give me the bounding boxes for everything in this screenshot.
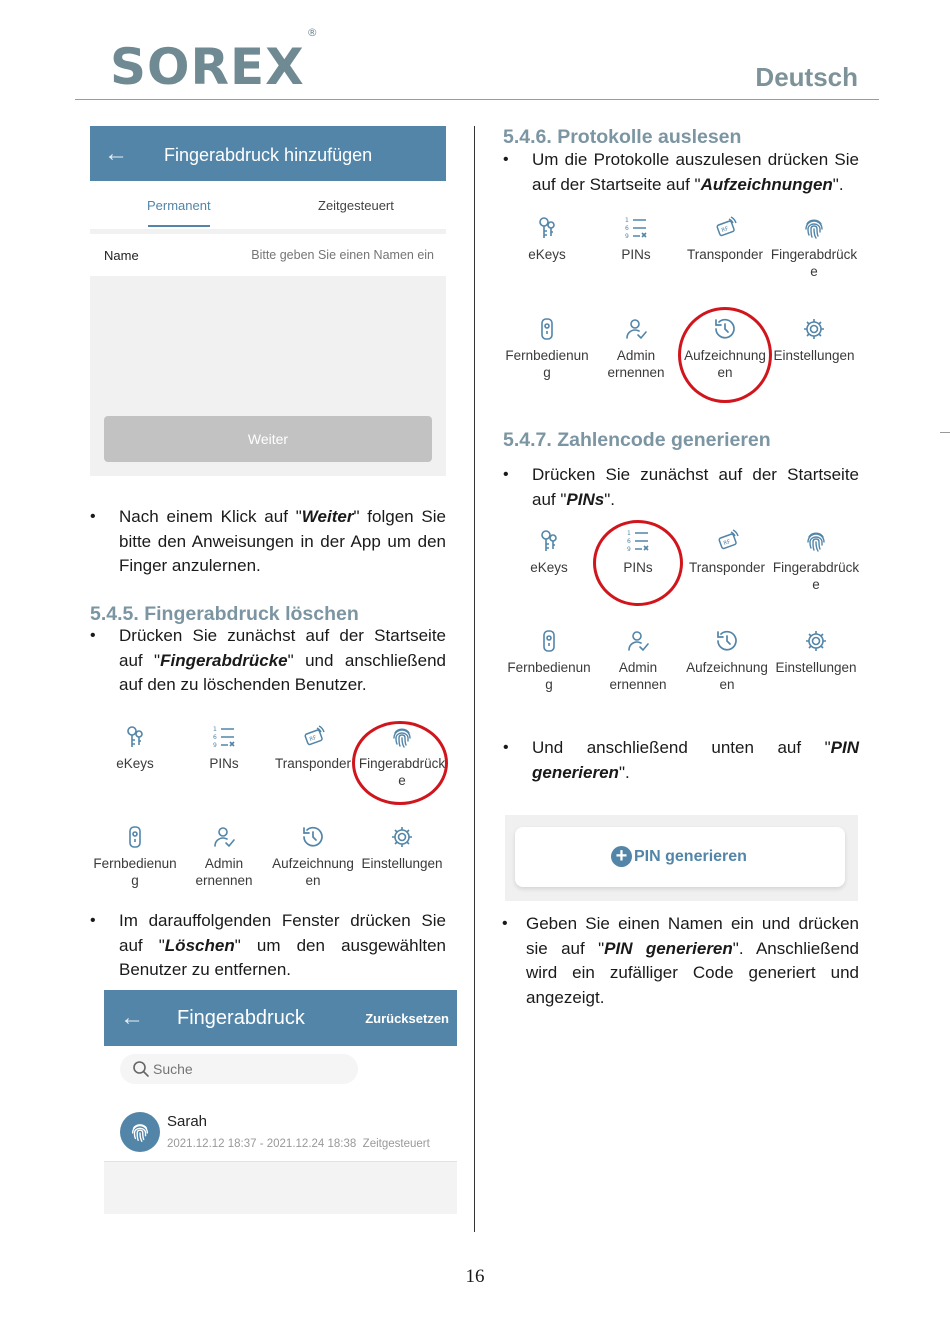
home-tile-admin[interactable]: Admin ernennen [591,316,681,381]
column-divider [474,126,475,1232]
search-box[interactable] [120,1054,358,1084]
home-tile-pins[interactable]: PINs [179,724,269,773]
search-input[interactable] [153,1059,343,1079]
app-bar [104,990,457,1046]
bullet-dot: • [502,915,508,932]
home-tile-fingerprints[interactable]: Fingerabdrück e [771,528,861,593]
bullet-delete-step2: • Im darauffolgenden Fenster drücken Sie auf "Löschen" um den ausgewählten Benutzer zu entfernen. [90,911,446,979]
generate-pin-label: PIN generieren [634,848,747,865]
remote-icon [534,316,560,342]
plus-circle-icon: + [611,846,632,867]
transponder-icon [300,724,326,750]
home-tile-remote[interactable]: Fernbedienun g [502,316,592,381]
user-period: 2021.12.12 18:37 - 2021.12.24 18:38 [167,1138,357,1150]
admin-icon [625,628,651,654]
add-fingerprint-screenshot [90,126,446,476]
sorex-logo: SOREX® [110,26,319,96]
settings-icon [801,316,827,342]
active-tab-indicator [148,225,210,227]
bullet-dot: • [503,739,509,756]
screen-title: Fingerabdruck hinzufügen [164,145,373,165]
page-number: 16 [465,1266,485,1287]
list-item[interactable] [104,1100,457,1162]
home-tile-pins[interactable]: PINs [591,215,681,264]
home-grid-left [90,724,448,904]
home-tile-admin[interactable]: Admin ernennen [179,824,269,889]
tab-bar [90,181,446,229]
home-tile-fingerprints[interactable]: Fingerabdrück e [769,215,859,280]
history-icon [714,628,740,654]
home-tile-transponder[interactable]: Transponder [680,215,770,264]
highlight-ring [678,307,772,403]
reset-button[interactable]: Zurücksetzen [365,1011,449,1026]
screen-title: Fingerabdruck [177,1007,305,1029]
home-tile-admin[interactable]: Admin ernennen [593,628,683,693]
heading-fingerprint-delete: 5.4.5. Fingerabdruck löschen [90,603,359,625]
heading-read-logs: 5.4.6. Protokolle auslesen [503,126,742,148]
user-name: Sarah [167,1113,208,1130]
fingerprint-icon [128,1120,152,1144]
home-tile-records[interactable]: Aufzeichnung en [682,628,772,693]
transponder-icon [712,215,738,241]
settings-icon [803,628,829,654]
transponder-icon [714,528,740,554]
bullet-dot: • [503,466,509,483]
home-tile-fingerprints[interactable]: Fingerabdrück e [357,724,447,789]
fingerprint-list-screenshot [104,990,457,1214]
tab-permanent[interactable]: Permanent [147,198,211,213]
bullet-dot: • [503,151,509,168]
home-tile-records[interactable]: Aufzeichnung en [680,316,770,381]
heading-generate-pin: 5.4.7. Zahlencode generieren [503,429,771,451]
remote-icon [122,824,148,850]
next-button[interactable]: Weiter [104,416,432,462]
settings-icon [389,824,415,850]
home-tile-ekeys[interactable]: eKeys [504,528,594,577]
fingerprint-icon [803,528,829,554]
bullet-next-instructions: • Nach einem Klick auf "Weiter" folgen Sie bitte den Anweisungen in der App um den Finger anzulernen. [90,507,446,575]
home-tile-records[interactable]: Aufzeichnung en [268,824,358,889]
avatar [120,1112,160,1152]
bullet-dot: • [90,912,96,929]
highlight-ring [352,721,448,805]
back-arrow-icon[interactable]: ← [104,140,128,167]
bullet-delete-step1: • Drücken Sie zunächst auf der Startseite auf "Fingerabdrücke" und anschließend auf den zu löschenden Benutzer. [90,626,447,694]
home-tile-transponder[interactable]: Transponder [682,528,772,577]
edge-mark [940,432,950,433]
user-type: Zeitgesteuert [362,1138,430,1150]
home-grid-pins [504,528,862,708]
pins-icon [623,215,649,241]
admin-icon [623,316,649,342]
home-tile-pins[interactable]: PINs [593,528,683,577]
bullet-dot: • [90,508,96,525]
generate-pin-button[interactable] [515,827,845,887]
bullet-pin-step3: • Geben Sie einen Namen ein und drücken sie auf "PIN generieren". Anschließend wird ein zufälliger Code generiert und angezeigt. [502,914,859,1007]
ekeys-icon [534,215,560,241]
remote-icon [536,628,562,654]
admin-icon [211,824,237,850]
language-label: Deutsch [755,62,858,92]
search-icon [132,1060,150,1078]
home-tile-ekeys[interactable]: eKeys [502,215,592,264]
bullet-pin-step1: • Drücken Sie zunächst auf der Startseite auf "PINs". [503,465,859,509]
home-tile-remote[interactable]: Fernbedienun g [90,824,180,889]
name-input[interactable] [230,244,434,266]
home-tile-settings[interactable]: Einstellungen [357,824,447,873]
user-meta [167,1138,430,1150]
ekeys-icon [536,528,562,554]
highlight-ring [593,520,683,606]
bullet-read-logs: • Um die Protokolle auszulesen drücken Sie auf der Startseite auf "Aufzeichnungen". [503,150,859,194]
home-grid-logs [502,215,860,395]
home-tile-ekeys[interactable]: eKeys [90,724,180,773]
name-label: Name [104,248,139,263]
home-tile-remote[interactable]: Fernbedienun g [504,628,594,693]
bullet-pin-step2: • Und anschließend unten auf "PIN generieren". [503,738,859,782]
bullet-dot: • [90,627,96,644]
fingerprint-icon [801,215,827,241]
app-bar [90,126,446,181]
home-tile-settings[interactable]: Einstellungen [771,628,861,677]
header-divider [75,99,879,100]
back-arrow-icon[interactable]: ← [120,1004,144,1031]
name-row [90,234,446,276]
tab-timed[interactable]: Zeitgesteuert [318,198,394,213]
pins-icon [211,724,237,750]
pin-generate-screenshot [505,815,858,901]
home-tile-transponder[interactable]: Transponder [268,724,358,773]
search-bar [104,1046,457,1100]
ekeys-icon [122,724,148,750]
history-icon [300,824,326,850]
home-tile-settings[interactable]: Einstellungen [769,316,859,365]
